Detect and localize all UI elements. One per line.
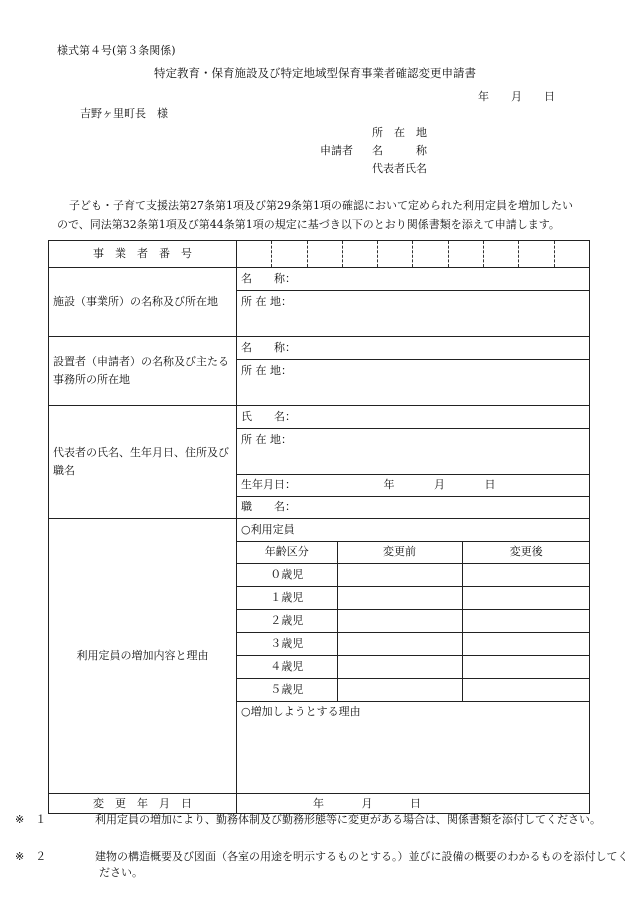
representative-row bbox=[49, 406, 590, 519]
date-year-label: 年 bbox=[478, 90, 489, 103]
founder-label: 設置者（申請者）の名称及び主たる事務所の所在地 bbox=[49, 337, 237, 406]
age-label: ２歳児 bbox=[237, 609, 337, 632]
application-form-table bbox=[48, 240, 590, 814]
capacity-after-cell[interactable] bbox=[462, 563, 590, 586]
facility-row bbox=[49, 268, 590, 337]
capacity-after-cell[interactable] bbox=[462, 655, 590, 678]
col-before-header: 変更前 bbox=[337, 541, 462, 563]
rep-address-field[interactable]: 所 在 地： bbox=[237, 428, 589, 474]
capacity-label: 利用定員の増加内容と理由 bbox=[49, 519, 237, 794]
founder-row bbox=[49, 337, 590, 406]
capacity-before-cell[interactable] bbox=[337, 632, 462, 655]
facility-label: 施設（事業所）の名称及び所在地 bbox=[49, 268, 237, 337]
reason-field[interactable]: ○増加しようとする理由 bbox=[241, 704, 361, 718]
capacity-before-cell[interactable] bbox=[337, 609, 462, 632]
capacity-after-cell[interactable] bbox=[462, 678, 590, 701]
note-1-mark: ※ １ bbox=[15, 813, 47, 826]
change-date-row bbox=[49, 794, 590, 814]
rep-birthdate-field[interactable] bbox=[237, 474, 589, 496]
application-date bbox=[478, 90, 555, 104]
note-2-mark: ※ ２ bbox=[15, 850, 47, 863]
document-title: 特定教育・保育施設及び特定地域型保育事業者確認変更申請書 bbox=[154, 66, 476, 80]
age-label: ０歳児 bbox=[237, 563, 337, 586]
note-2 bbox=[15, 849, 629, 881]
founder-address-field[interactable]: 所 在 地： bbox=[241, 363, 292, 377]
age-label: １歳児 bbox=[237, 586, 337, 609]
capacity-row-age2 bbox=[237, 609, 590, 632]
age-label: ４歳児 bbox=[237, 655, 337, 678]
business-number-row bbox=[49, 241, 590, 268]
capacity-row-age1 bbox=[237, 586, 590, 609]
facility-name-field[interactable]: 名 称： bbox=[237, 268, 589, 290]
capacity-row-age5 bbox=[237, 678, 590, 701]
rep-birth-month: 月 bbox=[434, 478, 445, 492]
note-1-text: 利用定員の増加により、勤務体制及び勤務形態等に変更がある場合は、関係書類を添付してください。 bbox=[95, 813, 601, 826]
capacity-heading: ○利用定員 bbox=[237, 519, 590, 541]
rep-birth-day: 日 bbox=[484, 478, 496, 492]
addressee: 吉野ヶ里町長 様 bbox=[80, 107, 168, 120]
applicant-representative-label: 代表者氏名 bbox=[372, 162, 427, 175]
rep-birth-year: 年 bbox=[383, 478, 395, 492]
rep-name-field[interactable]: 氏 名： bbox=[237, 406, 589, 428]
change-date-day: 日 bbox=[410, 796, 421, 810]
capacity-row-age0 bbox=[237, 563, 590, 586]
capacity-after-cell[interactable] bbox=[462, 632, 590, 655]
change-date-year: 年 bbox=[313, 796, 324, 810]
date-month-label: 月 bbox=[511, 90, 522, 103]
applicant-address-label: 所 在 地 bbox=[372, 126, 427, 139]
age-label: ３歳児 bbox=[237, 632, 337, 655]
capacity-after-cell[interactable] bbox=[462, 609, 590, 632]
applicant-name-label: 名 称 bbox=[372, 144, 427, 157]
capacity-row-age3 bbox=[237, 632, 590, 655]
capacity-row bbox=[49, 519, 590, 794]
col-after-header: 変更後 bbox=[462, 541, 590, 563]
change-date-field[interactable] bbox=[237, 794, 590, 814]
change-date-month: 月 bbox=[361, 796, 373, 810]
rep-title-field[interactable]: 職 名： bbox=[241, 500, 296, 514]
note-2-text: 建物の構造概要及び図面（各室の用途を明示するものとする。）並びに設備の概要のわかるものを添付してください。 bbox=[95, 850, 629, 879]
age-label: ５歳児 bbox=[237, 678, 337, 701]
form-number: 様式第４号(第３条関係) bbox=[57, 44, 176, 57]
capacity-after-cell[interactable] bbox=[462, 586, 590, 609]
applicant-label: 申請者 bbox=[320, 144, 353, 157]
founder-name-field[interactable]: 名 称： bbox=[237, 337, 589, 359]
capacity-before-cell[interactable] bbox=[337, 586, 462, 609]
intro-text: 子ども・子育て支援法第27条第1項及び第29条第1項の確認において定められた利用定員を増加したいので、同法第32条第1項及び第44条第1項の規定に基づき以下のとおり関係書類を添えて申請します。 bbox=[57, 199, 573, 231]
date-day-label: 日 bbox=[544, 90, 555, 103]
capacity-before-cell[interactable] bbox=[337, 655, 462, 678]
change-date-label: 変 更 年 月 日 bbox=[49, 794, 237, 814]
col-age-header: 年齢区分 bbox=[237, 541, 337, 563]
capacity-header-row bbox=[237, 541, 590, 563]
note-1 bbox=[15, 812, 629, 828]
capacity-before-cell[interactable] bbox=[337, 678, 462, 701]
business-number-cells[interactable] bbox=[237, 241, 590, 268]
capacity-row-age4 bbox=[237, 655, 590, 678]
rep-birth-label: 生年月日： bbox=[241, 478, 296, 492]
business-number-label: 事 業 者 番 号 bbox=[49, 241, 237, 268]
facility-address-field[interactable]: 所 在 地： bbox=[241, 294, 292, 308]
capacity-before-cell[interactable] bbox=[337, 563, 462, 586]
representative-label: 代表者の氏名、生年月日、住所及び職名 bbox=[49, 406, 237, 519]
